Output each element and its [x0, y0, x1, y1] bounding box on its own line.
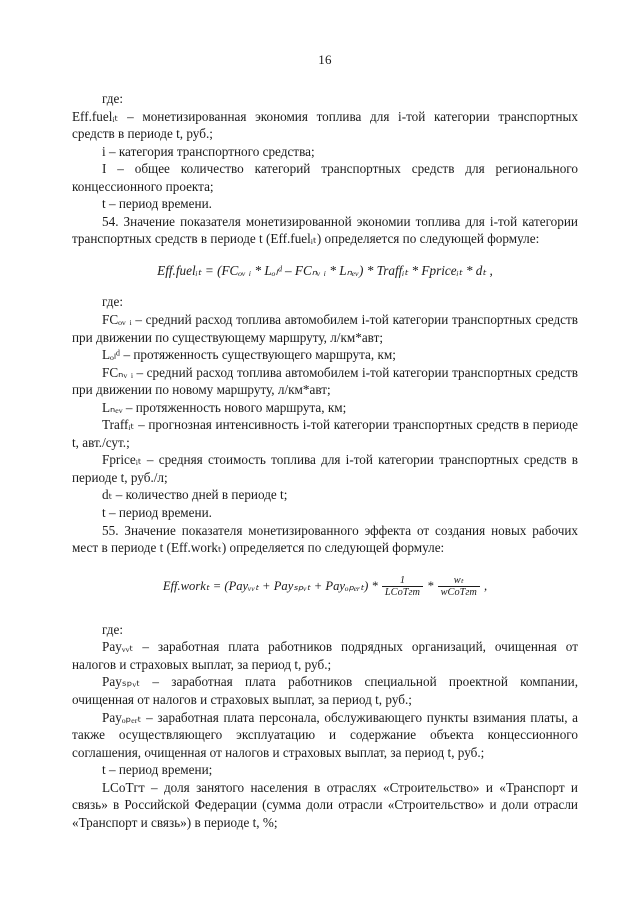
- paragraph-traff: Traffᵢₜ – прогнозная интенсивность i-той категории транспортных средств в периоде t, авт./сут.;: [72, 417, 578, 450]
- paragraph-t-period-1: t – период времени.: [102, 196, 212, 212]
- formula-eff-work-lhs: Eff.workₜ: [162, 578, 210, 593]
- paragraph-fc-nv: FCₙᵥ ᵢ – средний расход топлива автомобилем i-той категории транспортных средств при движении по новому маршруту, л/км*авт;: [72, 364, 578, 398]
- formula-eff-work-group: (Payᵥᵥₜ + Payₛₚᵥₜ + Payₒₚₑᵣₜ): [224, 578, 369, 593]
- paragraph-fprice: Fpriceᵢₜ – средняя стоимость топлива для i-той категории транспортных средств в периоде t, руб./л;: [72, 452, 578, 485]
- paragraph-pay-w: Payᵥᵥₜ – заработная плата работников подрядных организаций, очищенная от налогов и страховых выплат, за период t, руб.;: [72, 639, 578, 672]
- formula-eff-work-mult-2: *: [427, 578, 434, 593]
- paragraph-t-period-2: t – период времени.: [102, 505, 212, 521]
- paragraph-eff-fuel-def: Eff.fuelᵢₜ – монетизированная экономия топлива для i-той категории транспортных средств в периоде t, руб.;: [72, 108, 578, 142]
- paragraph-pay-spv: Payₛₚᵥₜ – заработная плата работников специальной проектной компании, очищенная от налогов и страховых выплат, за период t, руб.;: [72, 674, 578, 707]
- fraction-1-numerator: 1: [399, 574, 406, 586]
- document-body: [72, 90, 578, 831]
- fraction-2-denominator: wСоТгт: [438, 586, 480, 599]
- paragraph-pay-oper: Payₒₚₑᵣₜ – заработная плата персонала, обслуживающего пункты взимания платы, а также осуществляющего эксплуатацию и содержание объекта концессионного соглашения, очищенная от налогов и страховых выплат, за период t, руб.;: [72, 709, 578, 760]
- paragraph-dt: dₜ – количество дней в периоде t;: [102, 487, 288, 503]
- paragraph-clause-54: 54. Значение показателя монетизированной экономии топлива для i-той категории транспортных средств в периоде t (Eff.fuelᵢₜ) определяется по следующей формуле:: [72, 213, 578, 247]
- formula-eff-work-equals: =: [212, 578, 222, 593]
- paragraph-clause-55: 55. Значение показателя монетизированного эффекта от создания новых рабочих мест в периоде t (Eff.workₜ) определяется по следующей формуле:: [72, 522, 578, 556]
- formula-eff-work-fraction-1: [382, 575, 423, 599]
- paragraph-l-new: Lₙₑᵥ – протяженность нового маршрута, км;: [102, 399, 347, 415]
- formula-eff-work: [72, 575, 578, 599]
- paragraph-gde-1: где:: [102, 91, 123, 106]
- formula-eff-work-mult-1: *: [371, 578, 378, 593]
- fraction-2-numerator: wₜ: [453, 574, 464, 586]
- paragraph-l-old: Lₒₗᵈ – протяженность существующего маршрута, км;: [102, 347, 396, 363]
- formula-eff-fuel: Eff.fuelᵢₜ = (FCₒᵥ ᵢ * Lₒₗᵈ – FCₙᵥ ᵢ * Lₙₑᵥ) * Traffᵢₜ * Fpriceᵢₜ * dₜ ,: [157, 262, 493, 278]
- paragraph-gde-3: где:: [102, 621, 123, 637]
- fraction-1-denominator: LСоТгт: [382, 586, 423, 599]
- paragraph-i-category: i – категория транспортного средства;: [102, 143, 315, 159]
- paragraph-l-cotr: LСоТгт – доля занятого населения в отраслях «Строительство» и «Транспорт и связь» в Российской Федерации (сумма доли отрасли «Строительство» и доли отрасли «Транспорт и связь») в периоде t, %;: [72, 779, 578, 830]
- paragraph-fc-ov: FCₒᵥ ᵢ – средний расход топлива автомобилем i-той категории транспортных средств при движении по существующему маршруту, л/км*авт;: [72, 312, 578, 345]
- page-number: 16: [318, 52, 332, 67]
- paragraph-t-period-3: t – период времени;: [102, 762, 213, 778]
- formula-eff-work-tail: ,: [484, 578, 488, 593]
- paragraph-i-total: I – общее количество категорий транспортных средств для регионального концессионного проекта;: [72, 161, 578, 194]
- formula-eff-work-fraction-2: [438, 575, 480, 599]
- paragraph-gde-2: где:: [102, 294, 123, 310]
